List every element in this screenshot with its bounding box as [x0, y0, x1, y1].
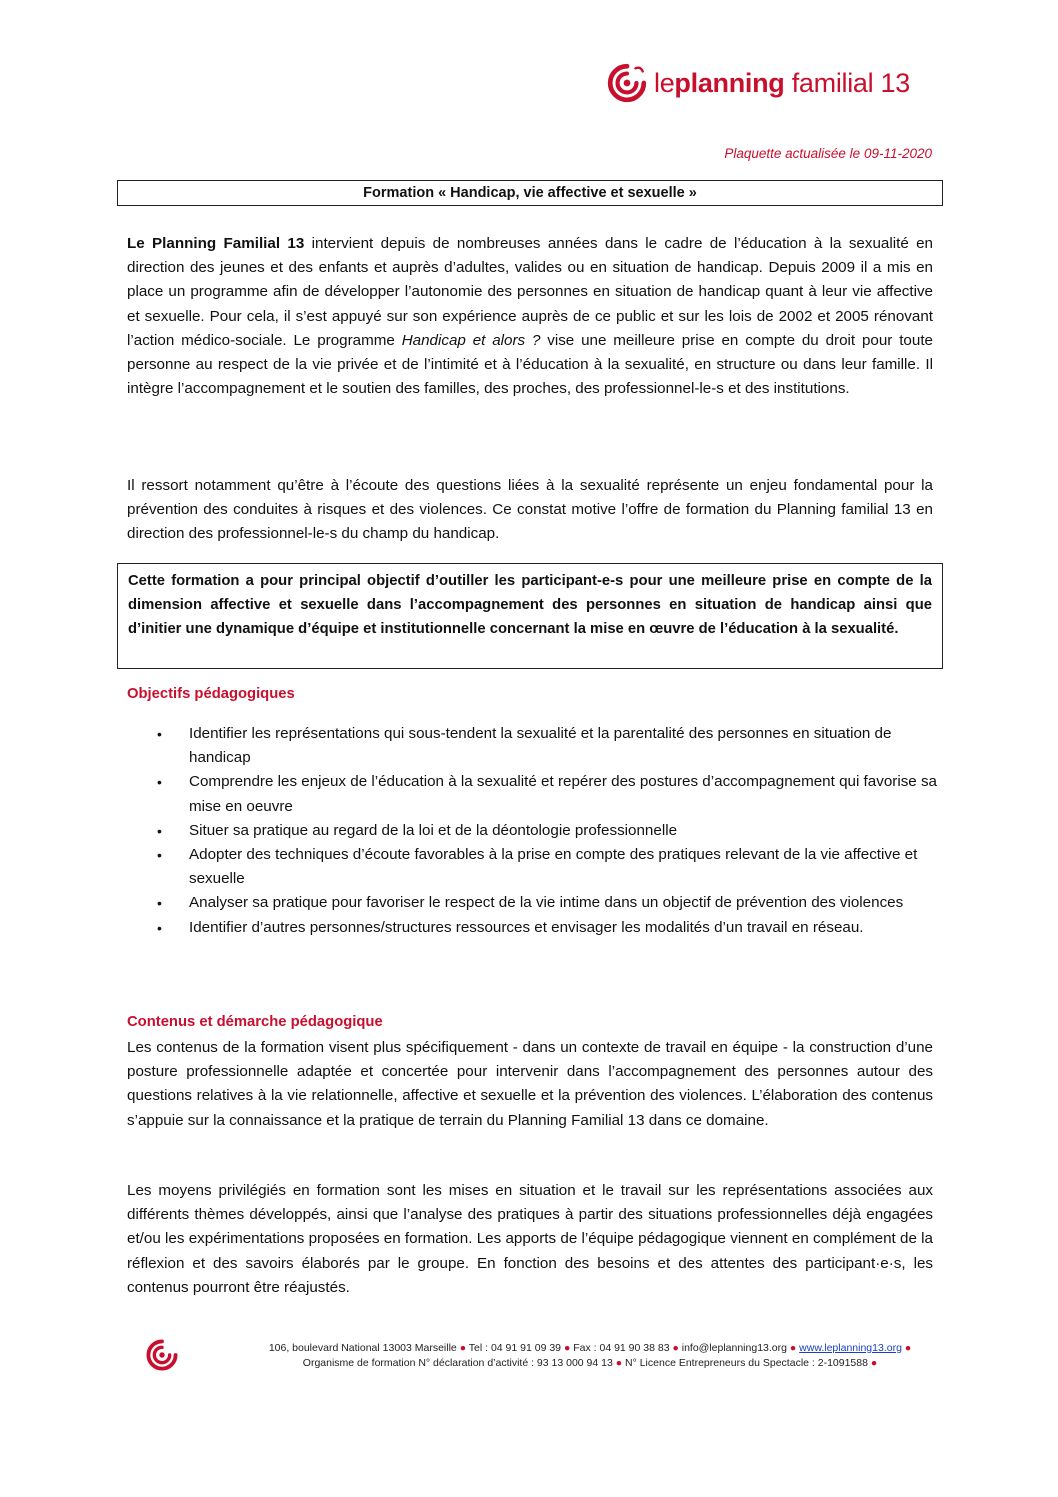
list-item — [127, 891, 937, 915]
list-item-text: Analyser sa pratique pour favoriser le respect de la vie intime dans un objectif de prévention des violences — [189, 894, 904, 912]
footer-declaration: Organisme de formation N° déclaration d’activité : 93 13 000 94 13 — [302, 1357, 613, 1369]
section-title-objectives: Objectifs pédagogiques — [127, 686, 295, 702]
context-paragraph: Il ressort notamment qu’être à l’écoute des questions liées à la sexualité représente un enjeu fondamental pour la prévention des conduites à risques et des violences. Ce constat motive l’offre de formation du Planning familial 13 en direction des professionnel-le-s du champ du handicap. — [127, 477, 933, 543]
footer-fax: Fax : 04 91 90 38 83 — [573, 1342, 670, 1354]
separator-dot-icon: ● — [789, 1342, 797, 1354]
section-title-contents: Contenus et démarche pédagogique — [127, 1014, 383, 1030]
footer-line-2 — [200, 1356, 980, 1371]
footer-address: 106, boulevard National 13003 Marseille — [268, 1342, 457, 1354]
footer — [200, 1341, 980, 1371]
main-objective-text: Cette formation a pour principal objectif d’outiller les participant-e-s pour une meilleure prise en compte de la dimension affective et sexuelle dans l’accompagnement des personnes en situation de handicap ainsi que d’initier une dynamique d’équipe et institutionnelle concernant la mise en œuvre de l’éducation à la sexualité. — [128, 573, 932, 638]
footer-tel: Tel : 04 91 91 09 39 — [468, 1342, 562, 1354]
list-item-text: Identifier les représentations qui sous-tendent la sexualité et la parentalité des personnes en situation de handicap — [189, 725, 892, 767]
list-item-text: Situer sa pratique au regard de la loi et de la déontologie professionnelle — [189, 821, 678, 839]
list-item — [127, 722, 937, 770]
logo-le: le — [654, 67, 675, 98]
bullet-icon: • — [157, 895, 162, 912]
contents-paragraph-2: Les moyens privilégiés en formation sont les mises en situation et le travail sur les représentations associées aux différents thèmes développés, ainsi que l’analyse des pratiques à partir des situations professionnelles déjà engagées et/ou les expérimentations proposées en formation. Les apports de l’équipe pédagogique viennent en complément de la réflexion et des savoirs élaborés par le groupe. En fonction des besoins et des attentes des participant·e·s, les contenus pourront être réajustés. — [127, 1182, 933, 1296]
intro-text-b: vise une meilleure prise en compte du droit pour toute personne au respect de la vie privée et de l’intimité et à l’éducation à la sexualité, en structure ou dans leur famille. Il intègre l’accompagnement et le soutien des familles, des proches, des professionnel-le-s et des institutions. — [127, 331, 933, 398]
list-item-text: Adopter des techniques d’écoute favorables à la prise en compte des pratiques relevant de la vie affective et sexuelle — [189, 846, 918, 888]
separator-dot-icon: ● — [563, 1342, 571, 1354]
bullet-icon: • — [157, 919, 162, 936]
separator-dot-icon: ● — [870, 1357, 878, 1369]
bullet-icon: • — [157, 847, 162, 864]
objectives-list — [127, 722, 937, 940]
separator-dot-icon: ● — [615, 1357, 623, 1369]
list-item — [127, 843, 937, 891]
logo-planning: planning — [674, 67, 785, 98]
org-name: Le Planning Familial 13 — [127, 235, 305, 252]
intro-paragraph — [127, 232, 933, 401]
separator-dot-icon: ● — [672, 1342, 679, 1354]
footer-email[interactable]: info@leplanning13.org — [681, 1342, 787, 1354]
intro-text-a: intervient depuis de nombreuses années dans le cadre de l’éducation à la sexualité en direction des jeunes et des enfants et auprès d’adultes, valides ou en situation de handicap. Depuis 2009 il a mis en place un programme afin de développer l’autonomie des personnes en situation de handicap quant à leur vie affective et sexuelle. Pour cela, il s’est appuyé sur son expérience auprès de ce public et sur les lois de 2002 et 2005 rénovant l’action médico-sociale. Le programme — [127, 235, 933, 349]
list-item-text: Identifier d’autres personnes/structures ressources et envisager les modalités d’un travail en réseau. — [189, 918, 864, 936]
list-item — [127, 819, 937, 843]
footer-logo-icon — [145, 1338, 179, 1372]
program-name: Handicap et alors ? — [401, 331, 541, 349]
update-date: Plaquette actualisée le 09-11-2020 — [724, 146, 932, 161]
title-text: Formation « Handicap, vie affective et sexuelle » — [363, 185, 697, 201]
contents-paragraph-1: Les contenus de la formation visent plus spécifiquement - dans un contexte de travail en équipe - la construction d’une posture professionnelle adaptée et concertée pour intervenir dans l’accompagnement des personnes autour des questions relatives à la vie relationnelle, affective et sexuelle et la prévention des violences. L’élaboration des contenus s’appuie sur la connaissance et la pratique de terrain du Planning Familial 13 dans ce domaine. — [127, 1039, 933, 1129]
footer-license: N° Licence Entrepreneurs du Spectacle : 2-1091588 — [625, 1357, 868, 1369]
footer-line-1 — [200, 1341, 980, 1356]
organization-logo — [606, 60, 910, 106]
footer-website-link[interactable]: www.leplanning13.org — [799, 1342, 902, 1354]
main-objective-box — [117, 563, 943, 669]
bullet-icon: • — [157, 726, 162, 742]
separator-dot-icon: ● — [904, 1342, 912, 1354]
list-item — [127, 770, 937, 818]
document-title — [117, 180, 943, 206]
separator-dot-icon: ● — [459, 1342, 467, 1354]
bullet-icon: • — [157, 774, 162, 791]
logo-familial: familial 13 — [791, 67, 910, 98]
list-item-text: Comprendre les enjeux de l’éducation à la sexualité et repérer des postures d’accompagnement qui favorise sa mise en oeuvre — [189, 773, 937, 815]
planning-familial-logo-icon — [606, 62, 648, 104]
logo-wordmark — [654, 68, 910, 99]
bullet-icon: • — [157, 822, 162, 839]
list-item — [127, 916, 937, 940]
